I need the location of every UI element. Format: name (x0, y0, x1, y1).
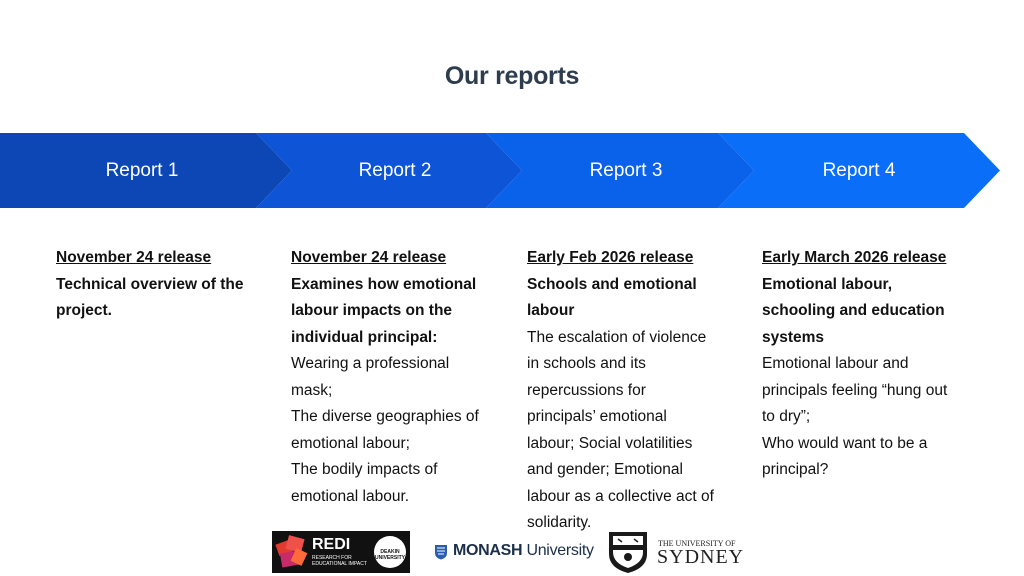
report-body-line: repercussions for (527, 381, 646, 399)
chevron-label-report-1: Report 1 (105, 160, 179, 181)
sydney-crest-icon (607, 530, 649, 574)
chevron-label-report-3: Report 3 (589, 160, 663, 181)
redi-name: REDI (312, 536, 351, 553)
report-1-column (56, 245, 266, 325)
report-body-line: principals feeling “hung out (762, 381, 948, 399)
report-3-column (527, 245, 737, 537)
report-body-line: Wearing a professional (291, 355, 450, 372)
release-date: November 24 release (291, 249, 447, 266)
report-body-line: and gender; Emotional (527, 461, 683, 478)
report-2-column (291, 245, 501, 510)
report-body-line: principal? (762, 461, 829, 478)
release-date: Early Feb 2026 release (527, 249, 694, 266)
report-body-line: Emotional labour and (762, 355, 909, 372)
report-body-line: The escalation of violence (527, 328, 707, 346)
sydney-small-text: THE UNIVERSITY OF (658, 539, 736, 548)
report-body-line: labour as a collective act of (527, 487, 714, 505)
report-body-line: principals’ emotional (527, 408, 667, 425)
redi-deakin-logo (272, 531, 410, 573)
report-body-line: The diverse geographies of (291, 408, 479, 425)
report-heading-line: individual principal: (291, 328, 438, 346)
sydney-big-text: SYDNEY (657, 546, 745, 568)
slide-title: Our reports (444, 62, 580, 90)
report-heading-line: labour impacts on the (291, 302, 453, 319)
report-body-line: emotional labour; (291, 434, 410, 452)
report-heading-line: project. (56, 302, 112, 319)
report-heading-line: Schools and emotional (527, 275, 697, 293)
deakin-logo: DEAKIN UNIVERSITY (374, 536, 406, 568)
report-heading-line: schooling and education (762, 302, 945, 319)
report-body-line: in schools and its (527, 355, 646, 372)
report-4-column (762, 245, 982, 484)
redi-graphic-icon (275, 534, 309, 570)
monash-wordmark: MONASH University (453, 542, 594, 559)
report-heading-line: Emotional labour, (762, 275, 893, 293)
chevron-label-report-4: Report 4 (822, 160, 896, 181)
chevron-label-report-2: Report 2 (358, 160, 432, 181)
report-body-line: solidarity. (527, 514, 592, 531)
release-date: November 24 release (56, 249, 212, 266)
monash-crest-icon (434, 544, 448, 560)
report-heading-line: Examines how emotional (291, 275, 477, 293)
report-heading-line: Technical overview of the (56, 275, 244, 293)
release-date: Early March 2026 release (762, 249, 947, 266)
report-body-line: labour; Social volatilities (527, 434, 693, 452)
redi-subtitle: RESEARCH FOR EDUCATIONAL IMPACT (312, 555, 367, 567)
report-body-line: to dry”; (762, 408, 811, 425)
report-body-line: mask; (291, 381, 333, 399)
report-body-line: The bodily impacts of (291, 461, 438, 478)
report-heading-line: systems (762, 328, 825, 346)
report-body-line: emotional labour. (291, 487, 410, 505)
report-heading-line: labour (527, 302, 575, 319)
report-body-line: Who would want to be a (762, 434, 928, 452)
